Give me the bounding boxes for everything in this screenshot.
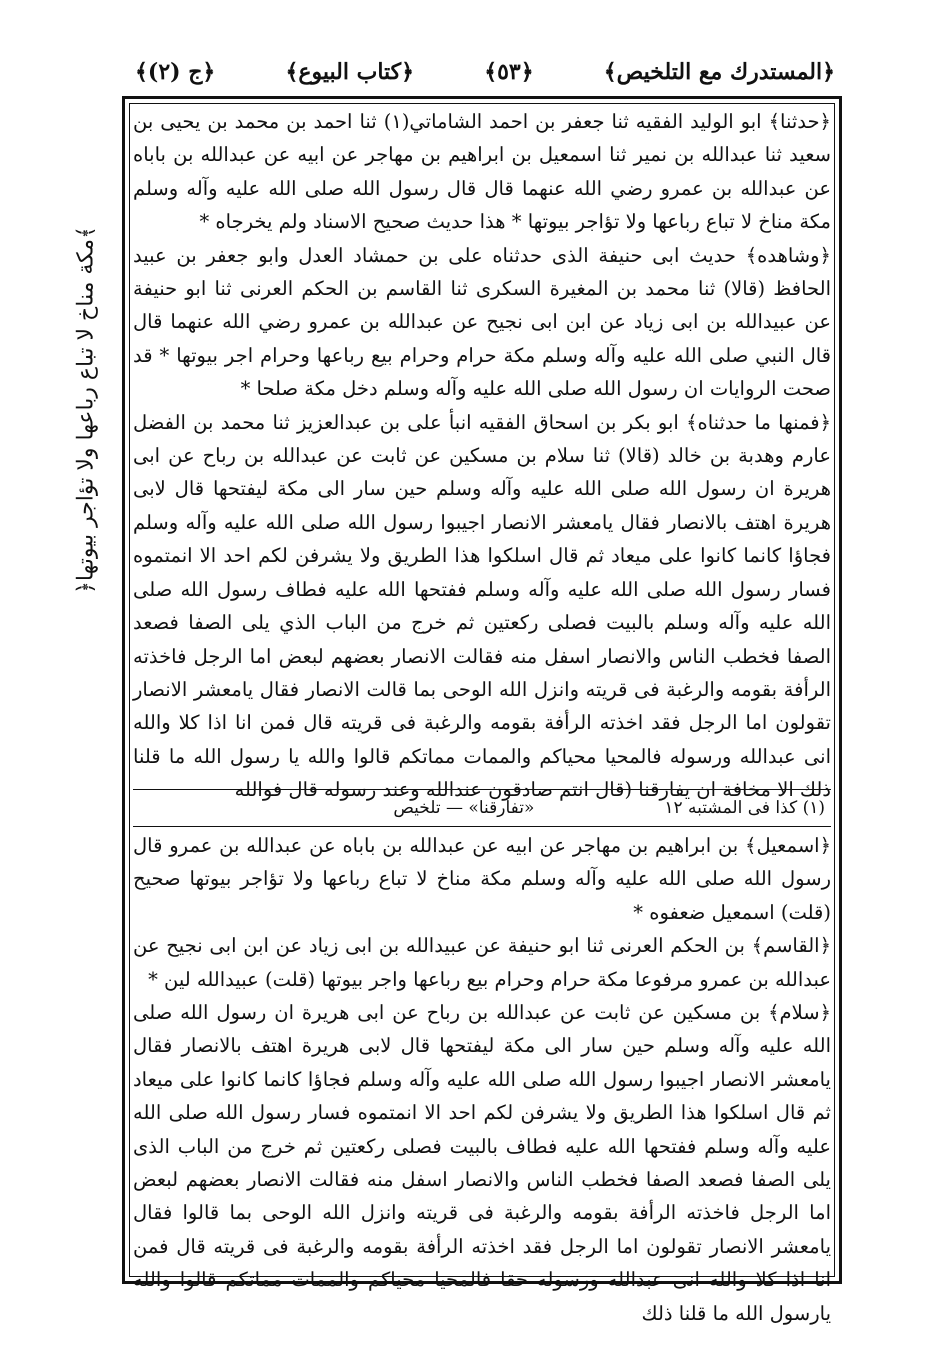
main-paragraph: ﴿حدثنا﴾ ابو الوليد الفقيه ثنا جعفر بن احمد الشاماتي(١) ثنا احمد بن محمد بن يحيى بن سعيد ثنا عبدالله بن نمير ثنا اسمعيل بن ابراهيم بن مهاجر عن ابيه عن عبدالله بن باباه عن عبدالله بن عمرو رضي الله عنهما قال قال رسول الله صلى الله عليه وآله وسلم مكة مناخ لا تباع رباعها ولا تؤاجر بيوتها * هذا حديث صحيح الاسناد ولم يخرجاه * <box>133 110 831 234</box>
talkhis-section <box>133 829 831 1325</box>
footnote-note: (١) كذا فى المشتبه ١٢ <box>664 798 825 818</box>
page-header <box>135 52 835 92</box>
talkhis-paragraph: ﴿القاسم﴾ بن الحكم العرنى ثنا ابو حنيفة عن عبيدالله بن ابى زياد عن ابن ابى نجيح عن عبدالله بن عمرو مرفوعا مكة حرام وحرام بيع رباعها واجر بيوتها (قلت) عبيدالله لين * <box>133 934 831 991</box>
header-book-title: ﴿المستدرك مع التلخيص﴾ <box>603 59 835 85</box>
talkhis-paragraph: ﴿سلام﴾ بن مسكين عن ثابت عن عبدالله بن رباح عن ابى هريرة ان رسول الله صلى الله عليه وآله وسلم حين سار الى مكة ليفتحها قال لابى هريرة اهتف بالانصار فقال يامعشر الانصار اجيبوا رسول الله صلى الله عليه وآله وسلم فجاؤا كانما كانوا على ميعاد ثم قال اسلكوا هذا الطريق ولا يشرفن لكم احد الا انمتموه فسار رسول الله صلى الله عليه وآله وسلم ففتحها الله عليه فطاف بالبيت فصلى ركعتين ثم خرج من الباب الذى يلى الصفا فصعد الصفا فخطب الناس والانصار اسفل منه فقالت الانصار بعضهم لبعض اما الرجل فاخذته الرأفة بقومه والرغبة فى قريته وانزل الله الوحى بما قالوا فقال يامعشر الانصار تقولون اما الرجل فقد اخذته الرأفة بقومه والرغبة فى قريته قال فمن انا اذا كلا والله انى عبدالله ورسوله حقا فالمحيا محياكم والممات مماتكم قالوا والله يارسول الله ما قلنا ذلك <box>133 1001 831 1325</box>
talkhis-paragraph: ﴿اسمعيل﴾ بن ابراهيم بن مهاجر عن ابيه عن عبدالله بن باباه عن عبدالله بن عمرو قال رسول الله صلى الله عليه وآله وسلم مكة مناخ لا تباع رباعها ولا تؤاجر بيوتها صحيح (قلت) اسمعيل ضعفوه * <box>133 834 831 924</box>
page-frame <box>122 96 842 1325</box>
header-chapter: ﴿كتاب البيوع﴾ <box>285 59 415 85</box>
margin-note <box>56 140 116 680</box>
main-text <box>133 105 831 802</box>
header-page-number: ﴿٥٣﴾ <box>484 59 534 85</box>
header-volume: ﴿ج (٢)﴾ <box>135 59 216 85</box>
footnote-area <box>133 789 831 827</box>
footnote-reference: «تفارقنا» — تلخيص <box>393 798 535 818</box>
margin-note-text: ﴾مكة مناخ لا تباع رباعها ولا تؤاجر بيوتها﴿ <box>73 226 99 594</box>
main-paragraph: ﴿وشاهده﴾ حديث ابى حنيفة الذى حدثناه على بن حمشاد العدل وابو جعفر بن عبيد الحافظ (قالا) ثنا محمد بن المغيرة السكرى ثنا القاسم بن الحكم العرنى ثنا ابو حنيفة عن عبيدالله بن ابى زياد عن ابن ابى نجيح عن عبدالله بن عمرو رضي الله عنهما قال قال النبي صلى الله عليه وآله وسلم مكة حرام وحرام بيع رباعها وحرام اجر بيوتها * قد صحت الروايات ان رسول الله صلى الله عليه وآله وسلم دخل مكة صلحا * <box>133 243 831 401</box>
main-paragraph: ﴿فمنها ما حدثناه﴾ ابو بكر بن اسحاق الفقيه انبأ على بن عبدالعزيز ثنا محمد بن الفضل عارم وهدبة بن خالد (قالا) ثنا سلام بن مسكين عن ثابت عن عبدالله بن رباح عن ابى هريرة ان رسول الله صلى الله عليه وآله وسلم حين سار الى مكة ليفتحها قال لابى هريرة اهتف بالانصار فقال يامعشر الانصار اجيبوا رسول الله صلى الله عليه وآله وسلم فجاؤا كانما كانوا على ميعاد ثم قال اسلكوا هذا الطريق ولا يشرفن لكم احد الا انمتموه فسار رسول الله صلى الله عليه وآله وسلم ففتحها الله عليه فطاف رسول الله صلى الله عليه وآله وسلم بالبيت فصلى ركعتين ثم خرج من الباب الذي يلى الصفا فصعد الصفا فخطب الناس والانصار اسفل منه فقالت الانصار بعضهم لبعض اما الرجل فاخذته الرأفة بقومه والرغبة فى قريته وانزل الله الوحى بما قالت الانصار فقال يامعشر الانصار تقولون اما الرجل فقد اخذته الرأفة بقومه والرغبة فى قريته قال فمن انا اذا كلا والله انى عبدالله ورسوله فالمحيا محياكم والممات مماتكم قالوا والله يا رسول الله ما قلنا ذلك الا مخافة ان يفارقنا (قال انتم صادقون عندالله وعند رسوله قال فوالله <box>133 410 831 802</box>
